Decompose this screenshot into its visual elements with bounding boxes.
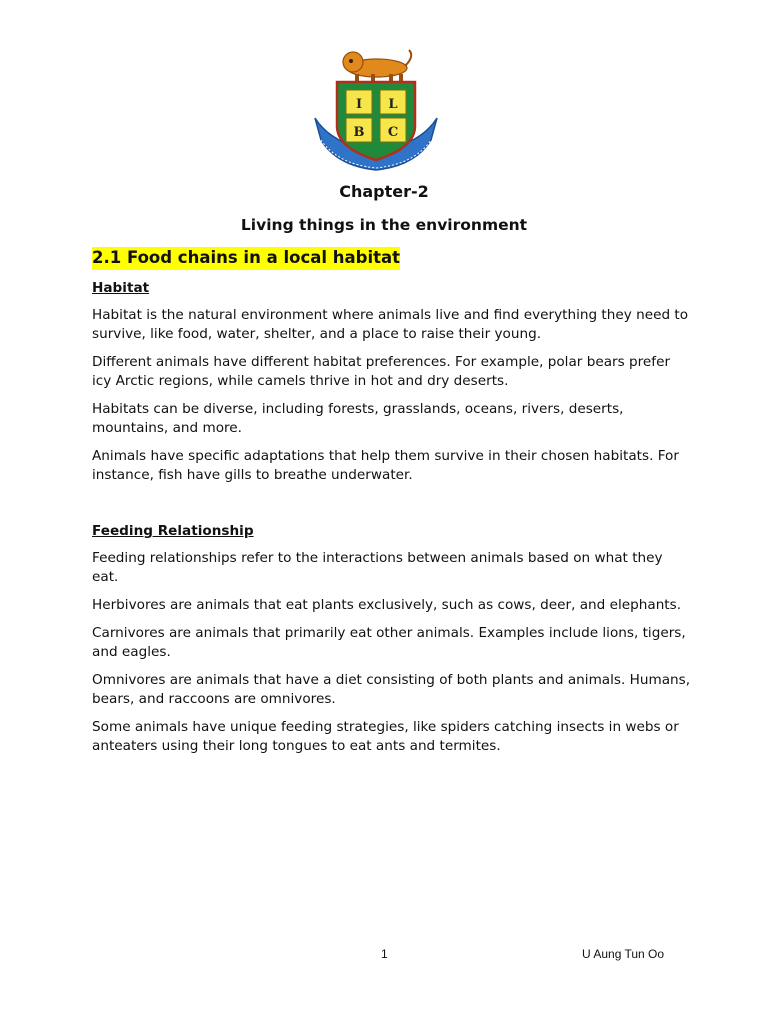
page-number: 1 <box>381 947 388 961</box>
feeding-paragraph: Some animals have unique feeding strategies, like spiders catching insects in webs or anteaters using their long tongues to eat ants and termites. <box>92 719 679 754</box>
document-body <box>92 279 692 765</box>
section-spacer <box>92 494 692 522</box>
crest-graphic <box>311 48 441 174</box>
section-heading: 2.1 Food chains in a local habitat <box>92 247 400 270</box>
habitat-paragraph: Habitat is the natural environment where animals live and find everything they need to survive, like food, water, shelter, and a place to raise their young. <box>92 307 689 342</box>
chapter-title: Chapter-2 <box>339 182 429 201</box>
footer-author: U Aung Tun Oo <box>582 947 665 961</box>
habitat-heading: Habitat <box>92 280 150 296</box>
feeding-paragraph: Carnivores are animals that primarily eat other animals. Examples include lions, tigers, and eagles. <box>92 625 686 660</box>
habitat-paragraph: Different animals have different habitat preferences. For example, polar bears prefer icy Arctic regions, while camels thrive in hot and dry deserts. <box>92 354 671 389</box>
feeding-heading: Feeding Relationship <box>92 523 254 539</box>
school-crest-icon <box>311 48 441 174</box>
feeding-paragraph: Feeding relationships refer to the interactions between animals based on what they eat. <box>92 550 663 585</box>
crest-letter-i: I <box>355 97 363 112</box>
chapter-subtitle: Living things in the environment <box>240 216 528 234</box>
feeding-paragraph: Herbivores are animals that eat plants exclusively, such as cows, deer, and elephants. <box>92 597 682 613</box>
habitat-paragraph: Habitats can be diverse, including forests, grasslands, oceans, rivers, deserts, mountains, and more. <box>92 401 624 436</box>
crest-letter-l: L <box>388 97 398 112</box>
crest-letter-c: C <box>387 125 399 140</box>
crest-letter-b: B <box>353 125 365 140</box>
feeding-paragraph: Omnivores are animals that have a diet consisting of both plants and animals. Humans, bears, and raccoons are omnivores. <box>92 672 691 707</box>
habitat-paragraph: Animals have specific adaptations that help them survive in their chosen habitats. For instance, fish have gills to breathe underwater. <box>92 448 679 483</box>
